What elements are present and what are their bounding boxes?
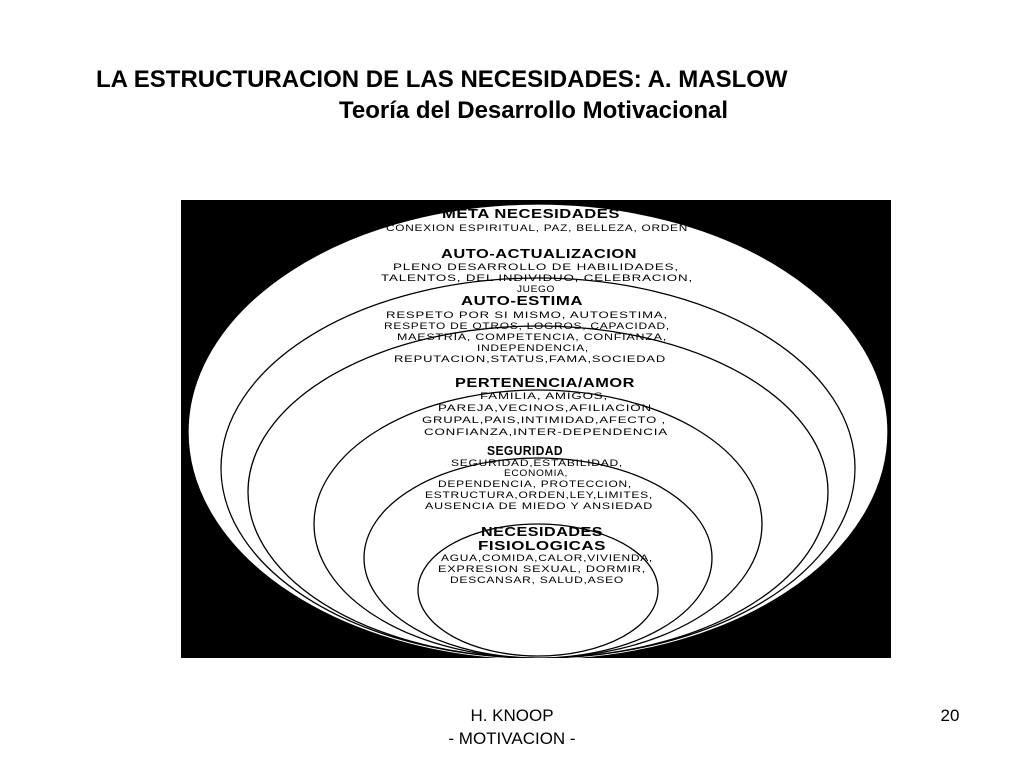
page-number: 20 <box>940 706 960 725</box>
level-text-auto-estima: RESPETO DE OTROS, LOGROS, CAPACIDAD, <box>384 321 670 332</box>
footer-course-name: - MOTIVACION - <box>448 729 576 748</box>
level-text-seguridad: ECONOMIA, <box>504 468 568 479</box>
maslow-diagram-svg <box>181 200 891 658</box>
level-text-auto-estima: RESPETO POR SI MISMO, AUTOESTIMA, <box>386 310 668 321</box>
footer-author <box>412 704 612 750</box>
level-text-pertenencia-amor: GRUPAL,PAIS,INTIMIDAD,AFECTO , <box>422 415 666 426</box>
level-text-necesidades-fisiologicas: DESCANSAR, SALUD,ASEO <box>450 575 624 586</box>
level-title-necesidades-fisiologicas: NECESIDADES <box>481 525 603 539</box>
level-text-meta-necesidades: CONEXION ESPIRITUAL, PAZ, BELLEZA, ORDEN <box>386 223 688 234</box>
level-text-pertenencia-amor: FAMILIA, AMIGOS, <box>480 391 608 402</box>
level-title-auto-actualizacion: AUTO-ACTUALIZACION <box>441 247 637 261</box>
level-title-seguridad: SEGURIDAD <box>487 444 563 458</box>
level-title-meta-necesidades: META NECESIDADES <box>442 207 620 221</box>
level-text-auto-estima: REPUTACION,STATUS,FAMA,SOCIEDAD <box>394 354 666 365</box>
level-text-necesidades-fisiologicas: AGUA,COMIDA,CALOR,VIVIENDA, <box>441 553 653 564</box>
level-text-auto-estima: INDEPENDENCIA, <box>477 343 589 354</box>
slide-subtitle: Teoría del Desarrollo Motivacional <box>339 97 728 124</box>
level-text-pertenencia-amor: CONFIANZA,INTER-DEPENDENCIA <box>424 427 668 438</box>
level-text-seguridad: DEPENDENCIA, PROTECCION, <box>438 479 632 490</box>
maslow-needs-diagram <box>181 200 891 658</box>
level-text-necesidades-fisiologicas: EXPRESION SEXUAL, DORMIR, <box>438 564 646 575</box>
footer-author-name: H. KNOOP <box>470 706 554 725</box>
slide-title-line1: LA ESTRUCTURACION DE LAS NECESIDADES: A. MASLOW <box>96 66 788 93</box>
level-text-auto-actualizacion: TALENTOS, DEL INDIVIDUO, CELEBRACION, <box>381 273 693 284</box>
level-title-necesidades-fisiologicas: FISIOLOGICAS <box>478 539 606 553</box>
level-text-auto-estima: MAESTRIA, COMPETENCIA, CONFIANZA, <box>397 332 667 343</box>
level-text-pertenencia-amor: PAREJA,VECINOS,AFILIACION <box>438 403 652 414</box>
slide-title <box>0 64 1024 126</box>
level-text-seguridad: AUSENCIA DE MIEDO Y ANSIEDAD <box>425 501 653 512</box>
level-text-seguridad: ESTRUCTURA,ORDEN,LEY,LIMITES, <box>425 490 653 501</box>
level-title-auto-estima: AUTO-ESTIMA <box>461 294 583 308</box>
level-text-seguridad: SEGURIDAD,ESTABILIDAD, <box>451 458 623 469</box>
level-text-auto-actualizacion: JUEGO <box>517 284 555 295</box>
level-text-auto-actualizacion: PLENO DESARROLLO DE HABILIDADES, <box>393 262 679 273</box>
level-title-pertenencia-amor: PERTENENCIA/AMOR <box>455 376 635 390</box>
